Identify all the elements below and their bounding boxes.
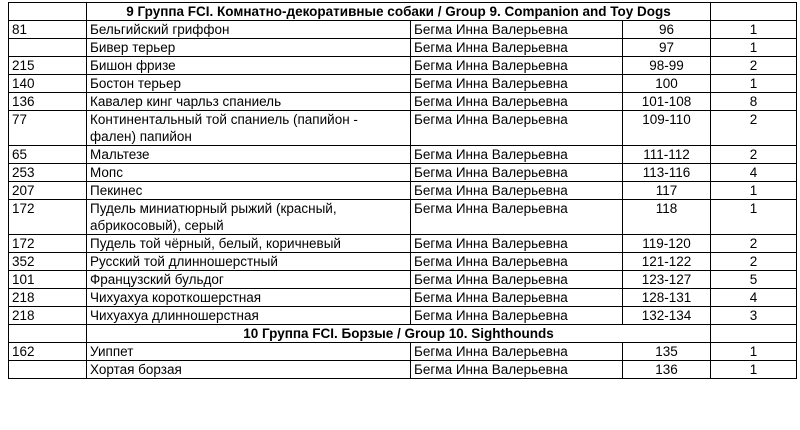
- table-row: [9, 182, 797, 200]
- group-code-cell: [9, 3, 87, 21]
- group-header-row: [9, 325, 797, 343]
- dog-count-cell: 1: [711, 21, 797, 39]
- catalog-numbers-cell: 113-116: [623, 164, 711, 182]
- breed-code-cell: 81: [9, 21, 87, 39]
- table-row: [9, 57, 797, 75]
- breed-name-cell: Хортая борзая: [87, 361, 411, 379]
- breed-name-cell: Мопс: [87, 164, 411, 182]
- judge-name-cell: Бегма Инна Валерьевна: [411, 289, 623, 307]
- catalog-numbers-cell: 100: [623, 75, 711, 93]
- judge-name-cell: Бегма Инна Валерьевна: [411, 361, 623, 379]
- breed-code-cell: 65: [9, 146, 87, 164]
- dog-count-cell: 2: [711, 57, 797, 75]
- judge-name-cell: Бегма Инна Валерьевна: [411, 75, 623, 93]
- judge-name-cell: Бегма Инна Валерьевна: [411, 235, 623, 253]
- breed-name-cell: Русский той длинношерстный: [87, 253, 411, 271]
- breed-code-cell: 140: [9, 75, 87, 93]
- judge-name-cell: Бегма Инна Валерьевна: [411, 21, 623, 39]
- dog-count-cell: 5: [711, 271, 797, 289]
- breed-code-cell: 172: [9, 200, 87, 235]
- catalog-numbers-cell: 123-127: [623, 271, 711, 289]
- judge-name-cell: Бегма Инна Валерьевна: [411, 146, 623, 164]
- dog-count-cell: 2: [711, 111, 797, 146]
- breed-code-cell: 218: [9, 307, 87, 325]
- table-row: [9, 235, 797, 253]
- breed-name-cell: Бельгийский гриффон: [87, 21, 411, 39]
- document-page: [8, 2, 797, 379]
- breed-code-cell: 77: [9, 111, 87, 146]
- table-row: [9, 146, 797, 164]
- judge-name-cell: Бегма Инна Валерьевна: [411, 164, 623, 182]
- breed-code-cell: 172: [9, 235, 87, 253]
- dog-count-cell: 1: [711, 200, 797, 235]
- breed-code-cell: 207: [9, 182, 87, 200]
- breed-name-cell: Континентальный той спаниель (папийон - фален) папийон: [87, 111, 411, 146]
- judge-name-cell: Бегма Инна Валерьевна: [411, 93, 623, 111]
- judge-name-cell: Бегма Инна Валерьевна: [411, 271, 623, 289]
- breed-code-cell: 253: [9, 164, 87, 182]
- judge-name-cell: Бегма Инна Валерьевна: [411, 200, 623, 235]
- table-row: [9, 164, 797, 182]
- dog-count-cell: 1: [711, 75, 797, 93]
- catalog-numbers-cell: 118: [623, 200, 711, 235]
- dog-count-cell: 1: [711, 343, 797, 361]
- table-row: [9, 253, 797, 271]
- catalog-numbers-cell: 135: [623, 343, 711, 361]
- catalog-numbers-cell: 97: [623, 39, 711, 57]
- breed-name-cell: Уиппет: [87, 343, 411, 361]
- dog-count-cell: 2: [711, 235, 797, 253]
- judge-name-cell: Бегма Инна Валерьевна: [411, 182, 623, 200]
- breed-schedule-table: [8, 2, 797, 379]
- breed-code-cell: 101: [9, 271, 87, 289]
- catalog-numbers-cell: 119-120: [623, 235, 711, 253]
- dog-count-cell: 1: [711, 361, 797, 379]
- dog-count-cell: 2: [711, 146, 797, 164]
- breed-name-cell: Французский бульдог: [87, 271, 411, 289]
- group-count-cell: [711, 3, 797, 21]
- group-code-cell: [9, 325, 87, 343]
- dog-count-cell: 4: [711, 164, 797, 182]
- breed-code-cell: [9, 361, 87, 379]
- breed-name-cell: Мальтезе: [87, 146, 411, 164]
- table-row: [9, 93, 797, 111]
- judge-name-cell: Бегма Инна Валерьевна: [411, 39, 623, 57]
- judge-name-cell: Бегма Инна Валерьевна: [411, 57, 623, 75]
- dog-count-cell: 8: [711, 93, 797, 111]
- breed-code-cell: 162: [9, 343, 87, 361]
- breed-name-cell: Чихуахуа короткошерстная: [87, 289, 411, 307]
- breed-name-cell: Пудель той чёрный, белый, коричневый: [87, 235, 411, 253]
- breed-name-cell: Бивер терьер: [87, 39, 411, 57]
- breed-name-cell: Пекинес: [87, 182, 411, 200]
- catalog-numbers-cell: 111-112: [623, 146, 711, 164]
- catalog-numbers-cell: 96: [623, 21, 711, 39]
- table-row: [9, 200, 797, 235]
- group-title: 10 Группа FCI. Борзые / Group 10. Sighthounds: [87, 325, 711, 343]
- table-row: [9, 271, 797, 289]
- breed-code-cell: 218: [9, 289, 87, 307]
- catalog-numbers-cell: 136: [623, 361, 711, 379]
- breed-code-cell: 136: [9, 93, 87, 111]
- table-row: [9, 75, 797, 93]
- table-row: [9, 361, 797, 379]
- catalog-numbers-cell: 109-110: [623, 111, 711, 146]
- judge-name-cell: Бегма Инна Валерьевна: [411, 343, 623, 361]
- table-row: [9, 39, 797, 57]
- catalog-numbers-cell: 101-108: [623, 93, 711, 111]
- dog-count-cell: 3: [711, 307, 797, 325]
- table-row: [9, 343, 797, 361]
- catalog-numbers-cell: 98-99: [623, 57, 711, 75]
- catalog-numbers-cell: 128-131: [623, 289, 711, 307]
- breed-name-cell: Бостон терьер: [87, 75, 411, 93]
- catalog-numbers-cell: 117: [623, 182, 711, 200]
- group-count-cell: [711, 325, 797, 343]
- judge-name-cell: Бегма Инна Валерьевна: [411, 307, 623, 325]
- breed-code-cell: [9, 39, 87, 57]
- table-row: [9, 307, 797, 325]
- breed-name-cell: Кавалер кинг чарльз спаниель: [87, 93, 411, 111]
- dog-count-cell: 1: [711, 39, 797, 57]
- catalog-numbers-cell: 121-122: [623, 253, 711, 271]
- breed-name-cell: Бишон фризе: [87, 57, 411, 75]
- judge-name-cell: Бегма Инна Валерьевна: [411, 253, 623, 271]
- table-row: [9, 111, 797, 146]
- breed-name-cell: Пудель миниатюрный рыжий (красный, абрикосовый), серый: [87, 200, 411, 235]
- table-row: [9, 289, 797, 307]
- table-row: [9, 21, 797, 39]
- dog-count-cell: 4: [711, 289, 797, 307]
- group-title: 9 Группа FCI. Комнатно-декоративные собаки / Group 9. Companion and Toy Dogs: [87, 3, 711, 21]
- breed-name-cell: Чихуахуа длинношерстная: [87, 307, 411, 325]
- table-body: [9, 3, 797, 379]
- breed-code-cell: 215: [9, 57, 87, 75]
- breed-code-cell: 352: [9, 253, 87, 271]
- judge-name-cell: Бегма Инна Валерьевна: [411, 111, 623, 146]
- catalog-numbers-cell: 132-134: [623, 307, 711, 325]
- group-header-row: [9, 3, 797, 21]
- dog-count-cell: 2: [711, 253, 797, 271]
- dog-count-cell: 1: [711, 182, 797, 200]
